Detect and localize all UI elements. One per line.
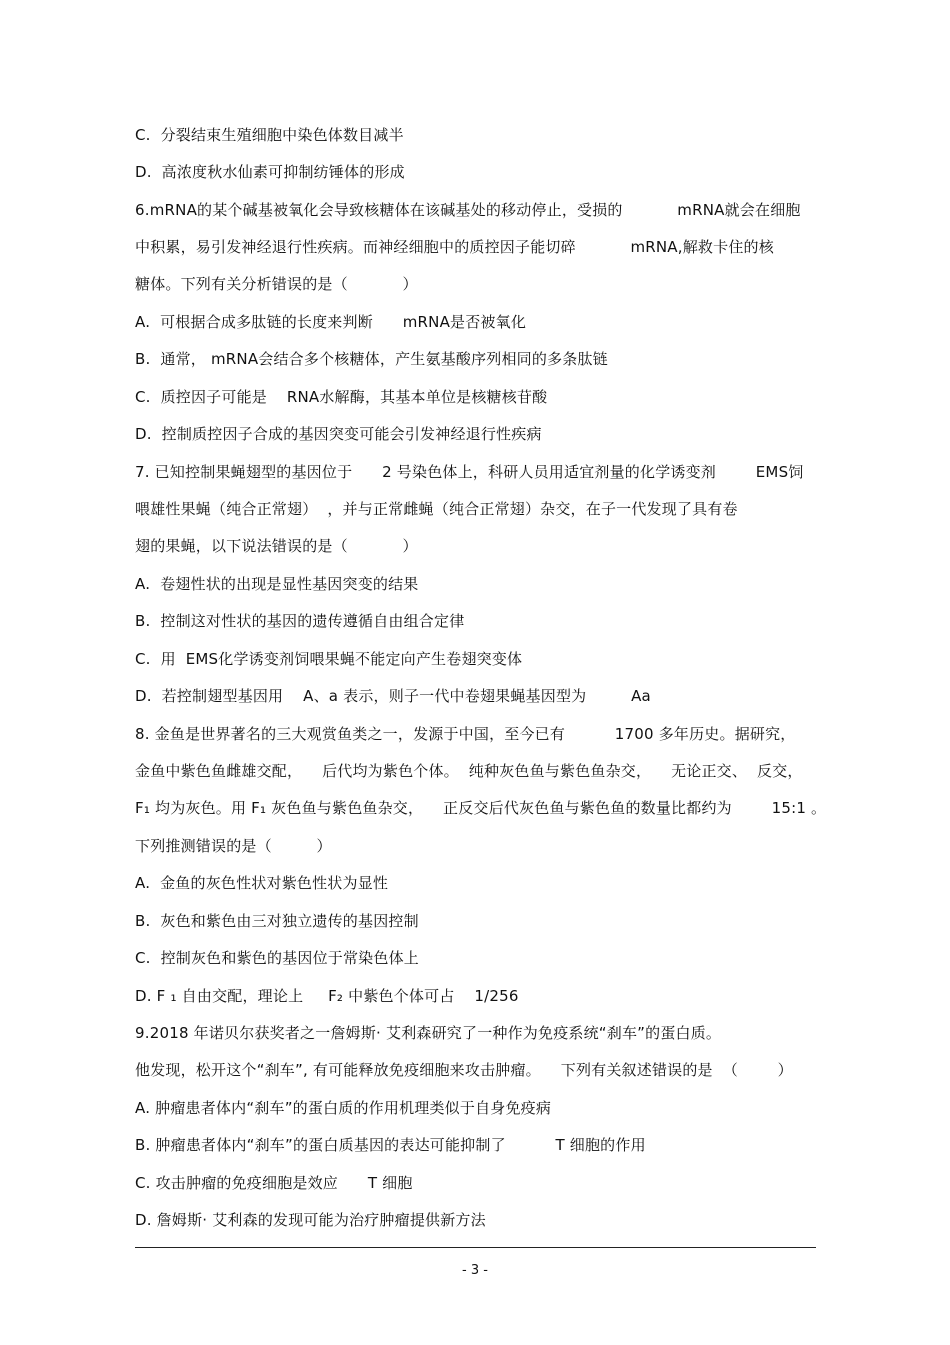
question-6-stem-line-1: 6.mRNA的某个碱基被氧化会导致核糖体在该碱基处的移动停止，受损的 mRNA就会在细胞 xyxy=(135,201,801,219)
option-9b: B. 肿瘤患者体内“刹车”的蛋白质基因的表达可能抑制了 T 细胞的作用 xyxy=(135,1136,646,1154)
option-5d: D. 高浓度秋水仙素可抑制纺锤体的形成 xyxy=(135,163,405,181)
footer-divider xyxy=(135,1247,816,1248)
option-9d: D. 詹姆斯· 艾利森的发现可能为治疗肿瘤提供新方法 xyxy=(135,1211,486,1229)
option-6b: B. 通常， mRNA会结合多个核糖体，产生氨基酸序列相同的多条肽链 xyxy=(135,350,608,368)
question-6-stem-line-3: 糖体。下列有关分析错误的是（ ） xyxy=(135,275,418,293)
option-8c: C. 控制灰色和紫色的基因位于常染色体上 xyxy=(135,949,419,967)
question-6-stem-line-2: 中积累，易引发神经退行性疾病。而神经细胞中的质控因子能切碎 mRNA,解救卡住的核 xyxy=(135,238,774,256)
question-7-stem-line-2: 喂雄性果蝇（纯合正常翅） ，并与正常雌蝇（纯合正常翅）杂交，在子一代发现了具有卷 xyxy=(135,500,738,518)
option-7c: C. 用 EMS化学诱变剂饲喂果蝇不能定向产生卷翅突变体 xyxy=(135,650,523,668)
question-7-stem-line-1: 7. 已知控制果蝇翅型的基因位于 2 号染色体上，科研人员用适宜剂量的化学诱变剂 EMS饲 xyxy=(135,463,804,481)
option-5c: C. 分裂结束生殖细胞中染色体数目减半 xyxy=(135,126,404,144)
option-8b: B. 灰色和紫色由三对独立遗传的基因控制 xyxy=(135,912,419,930)
question-7-stem-line-3: 翅的果蝇，以下说法错误的是（ ） xyxy=(135,537,418,555)
option-7a: A. 卷翅性状的出现是显性基因突变的结果 xyxy=(135,575,419,593)
option-6d: D. 控制质控因子合成的基因突变可能会引发神经退行性疾病 xyxy=(135,425,542,443)
option-7b: B. 控制这对性状的基因的遗传遵循自由组合定律 xyxy=(135,612,465,630)
question-8-stem-line-1: 8. 金鱼是世界著名的三大观赏鱼类之一，发源于中国，至今已有 1700 多年历史。据研究， xyxy=(135,725,796,743)
option-7d: D. 若控制翅型基因用 A、a 表示，则子一代中卷翅果蝇基因型为 Aa xyxy=(135,687,651,705)
option-9c: C. 攻击肿瘤的免疫细胞是效应 T 细胞 xyxy=(135,1174,413,1192)
option-9a: A. 肿瘤患者体内“刹车”的蛋白质的作用机理类似于自身免疫病 xyxy=(135,1099,552,1117)
question-9-stem-line-1: 9.2018 年诺贝尔获奖者之一詹姆斯· 艾利森研究了一种作为免疫系统“刹车”的蛋白质。 xyxy=(135,1024,722,1042)
option-6a: A. 可根据合成多肽链的长度来判断 mRNA是否被氧化 xyxy=(135,313,527,331)
option-6c: C. 质控因子可能是 RNA水解酶，其基本单位是核糖核苷酸 xyxy=(135,388,548,406)
option-8a: A. 金鱼的灰色性状对紫色性状为显性 xyxy=(135,874,389,892)
option-8d: D. F ₁ 自由交配，理论上 F₂ 中紫色个体可占 1/256 xyxy=(135,987,519,1005)
question-8-stem-line-2: 金鱼中紫色鱼雌雄交配， 后代均为紫色个体。 纯种灰色鱼与紫色鱼杂交， 无论正交、 反交， xyxy=(135,762,803,780)
question-9-stem-line-2: 他发现，松开这个“刹车”, 有可能释放免疫细胞来攻击肿瘤。 下列有关叙述错误的是 （ ） xyxy=(135,1061,793,1079)
question-8-stem-line-3: F₁ 均为灰色。用 F₁ 灰色鱼与紫色鱼杂交， 正反交后代灰色鱼与紫色鱼的数量比都约为 15:1 。 xyxy=(135,799,827,817)
question-8-stem-line-4: 下列推测错误的是（ ） xyxy=(135,837,332,855)
page-number: - 3 - xyxy=(462,1263,488,1278)
